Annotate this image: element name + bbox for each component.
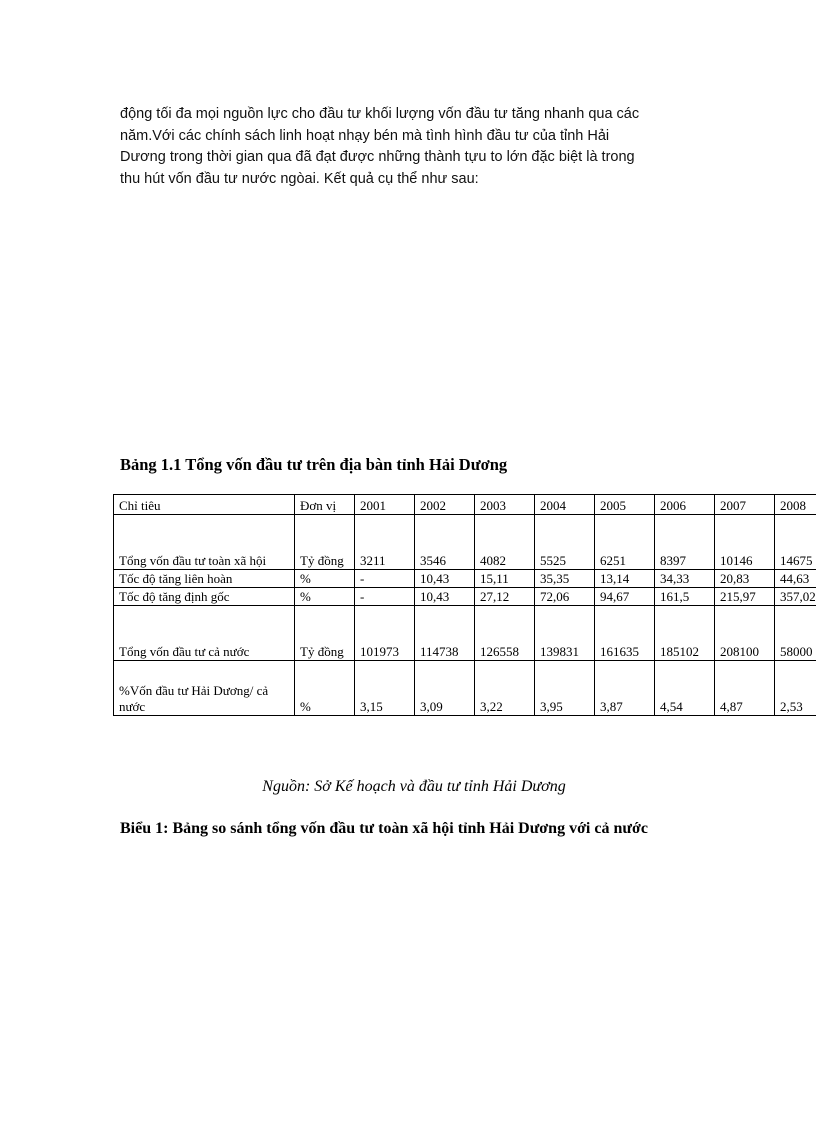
value-cell: 10,43	[415, 588, 475, 606]
value-cell: 161,5	[655, 588, 715, 606]
value-cell: 139831	[535, 606, 595, 661]
value-cell: 4,87	[715, 661, 775, 716]
value-cell: 3211	[355, 515, 415, 570]
row-label: Tốc độ tăng định gốc	[114, 588, 295, 606]
header-cell: 2003	[475, 495, 535, 515]
value-cell: 34,33	[655, 570, 715, 588]
value-cell: 10,43	[415, 570, 475, 588]
value-cell: -	[355, 570, 415, 588]
table-row	[114, 588, 816, 606]
value-cell: 208100	[715, 606, 775, 661]
paragraph-line: Dương trong thời gian qua đã đạt được những thành tựu to lớn đặc biệt là trong	[120, 149, 635, 165]
paragraph-line: năm.Với các chính sách linh hoạt nhạy bén mà tình hình đầu tư của tỉnh Hải	[120, 127, 610, 144]
table-row	[114, 515, 816, 570]
value-cell: 4,54	[655, 661, 715, 716]
value-cell: 44,63	[775, 570, 816, 588]
value-cell: 3,95	[535, 661, 595, 716]
value-cell: 215,97	[715, 588, 775, 606]
value-cell: 3546	[415, 515, 475, 570]
value-cell: 101973	[355, 606, 415, 661]
value-cell: 126558	[475, 606, 535, 661]
header-cell: 2002	[415, 495, 475, 515]
header-cell: 2001	[355, 495, 415, 515]
value-cell: 3,09	[415, 661, 475, 716]
header-cell: 2008	[775, 495, 816, 515]
header-cell: Đơn vị	[295, 495, 355, 515]
value-cell: 6251	[595, 515, 655, 570]
table-header-row	[114, 495, 816, 515]
source-note: Nguồn: Sở Kế hoạch và đầu tư tỉnh Hải Dương	[262, 778, 566, 795]
investment-table	[113, 494, 816, 716]
unit-cell: Tỷ đồng	[295, 515, 355, 570]
header-cell: 2006	[655, 495, 715, 515]
unit-cell: %	[295, 570, 355, 588]
unit-cell: %	[295, 588, 355, 606]
unit-cell: Tỷ đồng	[295, 606, 355, 661]
header-cell: Chỉ tiêu	[114, 495, 295, 515]
table-row	[114, 570, 816, 588]
value-cell: 185102	[655, 606, 715, 661]
value-cell: 35,35	[535, 570, 595, 588]
paragraph-line: động tối đa mọi nguồn lực cho đầu tư khối lượng vốn đầu tư tăng nhanh qua các	[120, 106, 640, 122]
header-cell: 2005	[595, 495, 655, 515]
value-cell: 357,02	[775, 588, 816, 606]
row-label: %Vốn đầu tư Hải Dương/ cả nước	[114, 661, 295, 716]
header-cell: 2004	[535, 495, 595, 515]
unit-cell: %	[295, 661, 355, 716]
value-cell: 3,22	[475, 661, 535, 716]
value-cell: 161635	[595, 606, 655, 661]
value-cell: 58000	[775, 606, 816, 661]
value-cell: 14675	[775, 515, 816, 570]
value-cell: 8397	[655, 515, 715, 570]
value-cell: 3,15	[355, 661, 415, 716]
value-cell: 72,06	[535, 588, 595, 606]
row-label: Tốc độ tăng liên hoàn	[114, 570, 295, 588]
value-cell: 27,12	[475, 588, 535, 606]
value-cell: 13,14	[595, 570, 655, 588]
chart-caption: Biểu 1: Bảng so sánh tổng vốn đầu tư toàn xã hội tỉnh Hải Dương với cả nước	[120, 820, 648, 837]
value-cell: 10146	[715, 515, 775, 570]
paragraph-line: thu hút vốn đầu tư nước ngòai. Kết quả cụ thể như sau:	[120, 170, 479, 187]
body-paragraph	[120, 104, 695, 190]
value-cell: 4082	[475, 515, 535, 570]
value-cell: 3,87	[595, 661, 655, 716]
table-row	[114, 661, 816, 716]
header-cell: 2007	[715, 495, 775, 515]
value-cell: 114738	[415, 606, 475, 661]
value-cell: 20,83	[715, 570, 775, 588]
value-cell: 5525	[535, 515, 595, 570]
value-cell: 94,67	[595, 588, 655, 606]
row-label: Tổng vốn đầu tư toàn xã hội	[114, 515, 295, 570]
table-title: Bảng 1.1 Tổng vốn đầu tư trên địa bàn tỉnh Hải Dương	[120, 455, 508, 474]
row-label: Tổng vốn đầu tư cả nước	[114, 606, 295, 661]
value-cell: 15,11	[475, 570, 535, 588]
table-row	[114, 606, 816, 661]
value-cell: 2,53	[775, 661, 816, 716]
value-cell: -	[355, 588, 415, 606]
